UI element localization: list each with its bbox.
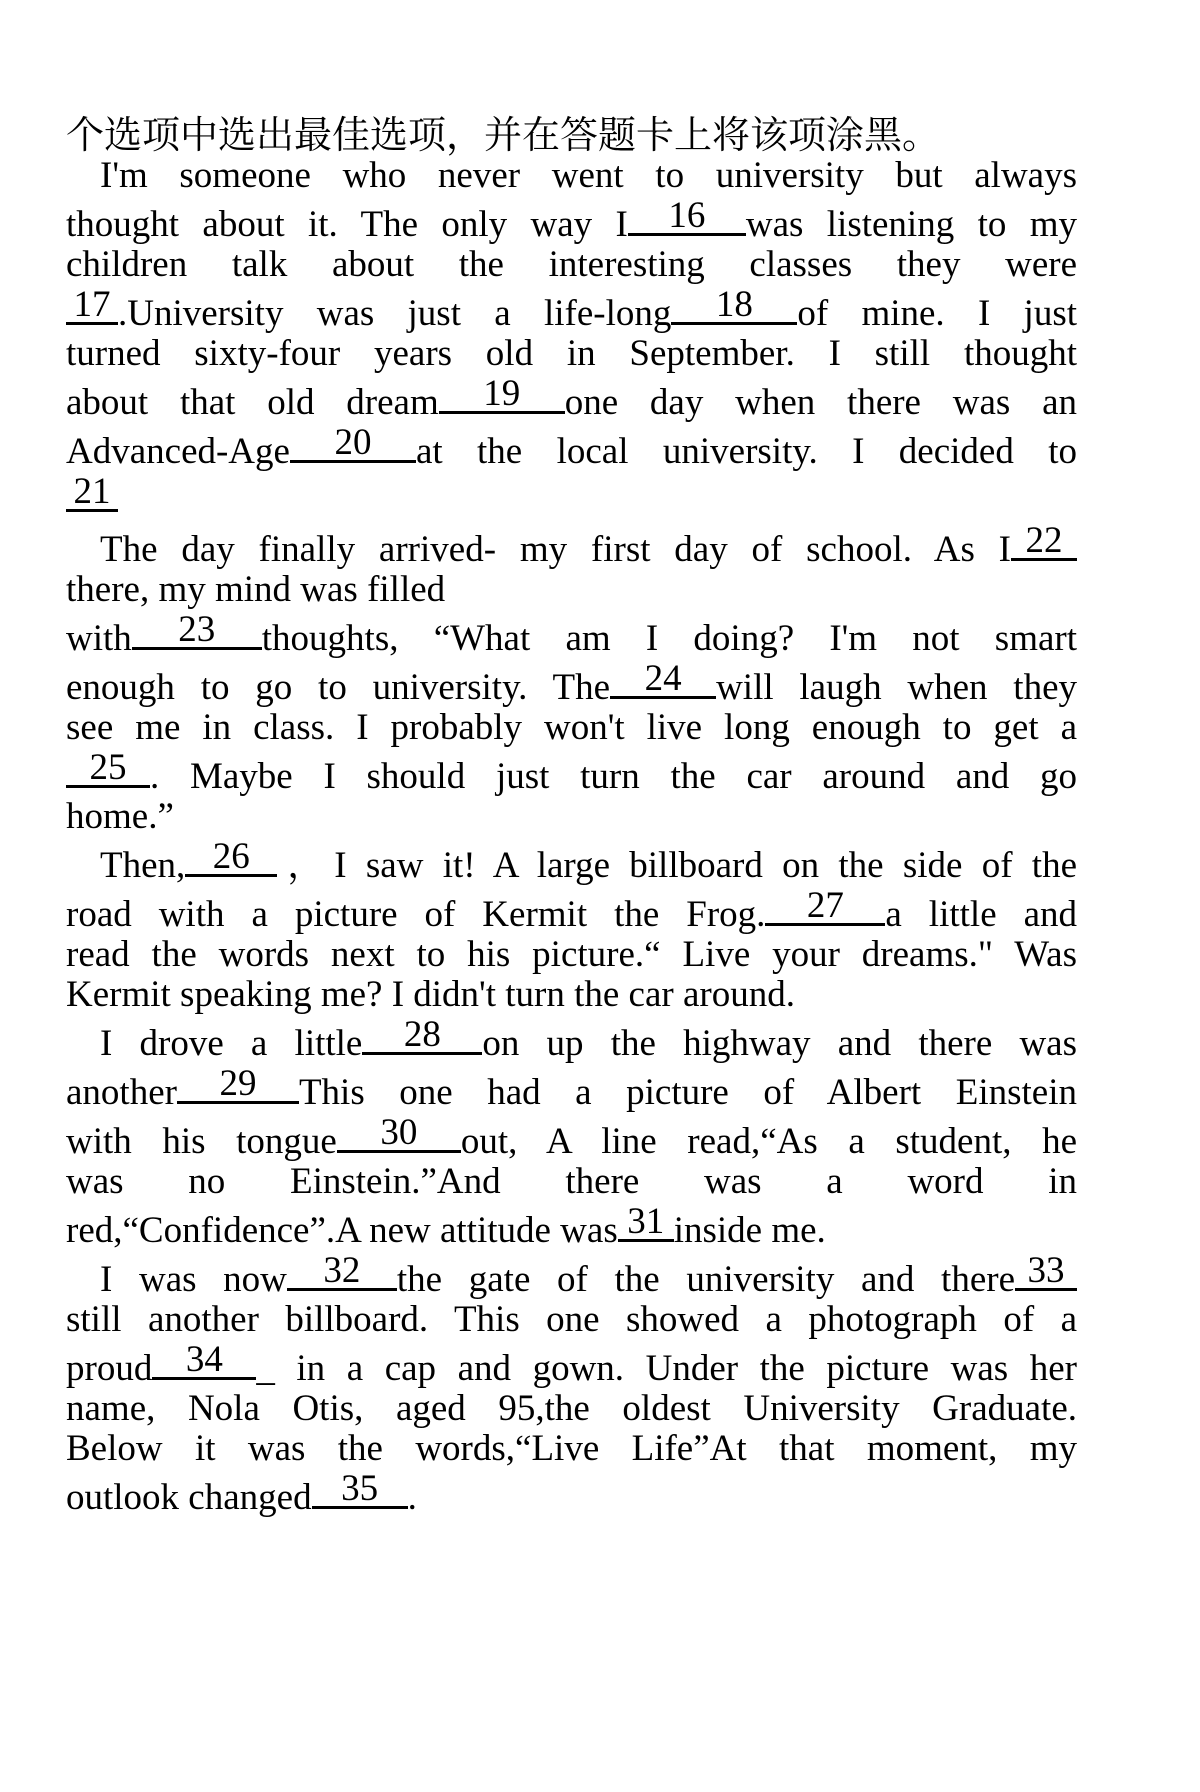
text-run: read the words next to his picture.“ Live your dreams." Was	[66, 934, 1077, 975]
blank-26: 26	[185, 837, 277, 877]
text-run: ，I saw it! A large billboard on the side of the	[277, 845, 1077, 886]
text-run: children talk about the interesting classes they were	[66, 244, 1077, 285]
passage-line	[66, 156, 1077, 196]
text-run: one day when there was an	[564, 382, 1077, 423]
text-run: name, Nola Otis, aged 95,the oldest University Graduate.	[66, 1388, 1077, 1429]
passage-line	[66, 285, 1077, 334]
text-run: a little and	[885, 894, 1077, 935]
passage-line	[66, 935, 1077, 975]
text-run: .	[407, 1477, 417, 1518]
passage-line	[66, 1389, 1077, 1429]
blank-21: 21	[66, 472, 118, 512]
passage-line	[66, 196, 1077, 245]
text-run: about that old dream	[66, 382, 439, 423]
text-run: Advanced-Age	[66, 431, 290, 472]
text-run: was no Einstein.”And there was a word in	[66, 1161, 1077, 1202]
text-run: with	[66, 618, 132, 659]
text-run: I was now	[100, 1259, 287, 1300]
passage-line	[66, 1015, 1077, 1064]
text-run: . Maybe I should just turn the car around and go	[150, 756, 1077, 797]
blank-16: 16	[628, 196, 746, 236]
text-run: Then,	[100, 845, 186, 886]
text-run: on up the highway and there was	[482, 1023, 1077, 1064]
text-run: proud	[66, 1348, 153, 1389]
passage-line	[66, 1429, 1077, 1469]
blank-25: 25	[66, 748, 150, 788]
text-run: there, my mind was filled	[66, 569, 446, 610]
passage	[66, 116, 1077, 1518]
blank-20: 20	[290, 423, 416, 463]
passage-line	[66, 1251, 1077, 1300]
text-run: This one had a picture of Albert Einstein	[298, 1072, 1077, 1113]
text-run: see me in class. I probably won't live long enough to get a	[66, 707, 1077, 748]
blank-19: 19	[439, 374, 565, 414]
text-run: will laugh when they	[716, 667, 1078, 708]
instruction-line	[66, 116, 1077, 156]
passage-line	[66, 1064, 1077, 1113]
blank-28: 28	[362, 1015, 482, 1055]
passage-line	[66, 1300, 1077, 1340]
blank-17: 17	[66, 285, 118, 325]
text-run: was listening to my	[745, 204, 1077, 245]
passage-line	[66, 748, 1077, 797]
passage-line	[66, 521, 1077, 570]
passage-line	[66, 245, 1077, 285]
text-run: of mine. I just	[797, 293, 1077, 334]
blank-22: 22	[1011, 521, 1077, 561]
passage-line	[66, 1340, 1077, 1389]
text-run: red,“Confidence”.A new attitude was	[66, 1210, 618, 1251]
blank-27: 27	[765, 886, 885, 926]
blank-29: 29	[177, 1064, 299, 1104]
text-run: I drove a little	[100, 1023, 363, 1064]
text-run: .University was just a life-long	[118, 293, 672, 334]
passage-line	[66, 334, 1077, 374]
blank-31: 31	[618, 1202, 674, 1242]
text-run: out, A line read,“As a student, he	[460, 1121, 1077, 1162]
blank-23: 23	[132, 610, 262, 650]
text-run: home.”	[66, 796, 174, 837]
passage-line	[66, 837, 1077, 886]
text-run: road with a picture of Kermit the Frog.	[66, 894, 766, 935]
blank-30: 30	[337, 1113, 461, 1153]
passage-line	[66, 1469, 1077, 1518]
text-run: thought about it. The only way I	[66, 204, 628, 245]
blank-24: 24	[610, 659, 716, 699]
text-run: inside me.	[673, 1210, 826, 1251]
text-run: turned sixty-four years old in September. I still thought	[66, 333, 1077, 374]
passage-line	[66, 1202, 1077, 1251]
text-run: The day finally arrived- my first day of school. As I	[100, 529, 1011, 570]
text-run: with his tongue	[66, 1121, 337, 1162]
passage-line	[66, 659, 1077, 708]
passage-line	[66, 797, 1077, 837]
passage-line	[66, 975, 1077, 1015]
text-run: _ in a cap and gown. Under the picture was her	[256, 1348, 1077, 1389]
passage-line	[66, 610, 1077, 659]
blank-32: 32	[287, 1251, 397, 1291]
passage-line	[66, 423, 1077, 472]
blank-18: 18	[671, 285, 797, 325]
text-run: enough to go to university. The	[66, 667, 611, 708]
blank-35: 35	[312, 1469, 408, 1509]
blank-34: 34	[152, 1340, 256, 1380]
passage-line	[66, 374, 1077, 423]
text-run: 个选项中选出最佳选项，并在答题卡上将该项涂黑。	[66, 115, 941, 157]
passage-line	[66, 886, 1077, 935]
text-run: outlook changed	[66, 1477, 312, 1518]
passage-line	[66, 1162, 1077, 1202]
text-run: still another billboard. This one showed a photograph of a	[66, 1299, 1077, 1340]
text-run: I'm someone who never went to university but always	[100, 155, 1077, 196]
text-run: another	[66, 1072, 177, 1113]
text-run: at the local university. I decided to	[415, 431, 1077, 472]
passage-line	[66, 570, 1077, 610]
text-run: thoughts, “What am I doing? I'm not smart	[261, 618, 1077, 659]
passage-line	[66, 472, 1077, 521]
passage-line	[66, 708, 1077, 748]
text-run: Kermit speaking me? I didn't turn the car around.	[66, 974, 795, 1015]
text-run: Below it was the words,“Live Life”At that moment, my	[66, 1428, 1077, 1469]
blank-33: 33	[1015, 1251, 1077, 1291]
text-run: the gate of the university and there	[396, 1259, 1015, 1300]
passage-line	[66, 1113, 1077, 1162]
